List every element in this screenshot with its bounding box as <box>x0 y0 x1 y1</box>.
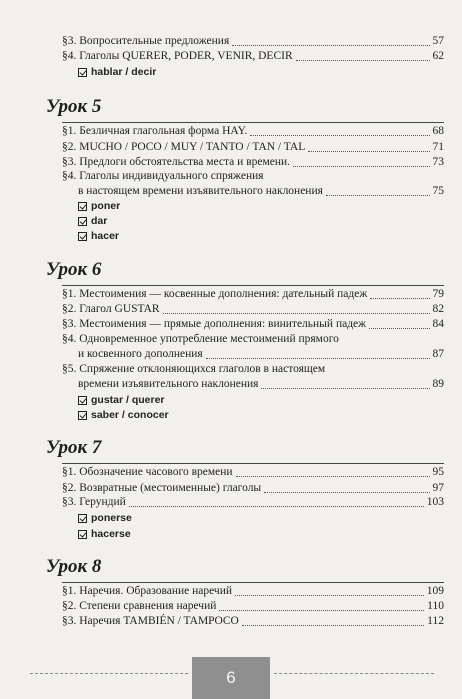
toc-entry-line1[interactable] <box>62 169 444 184</box>
leader-dots <box>369 328 429 329</box>
toc-entry[interactable] <box>62 155 444 170</box>
entry-text: времени изъявительного наклонения <box>78 378 259 390</box>
entry-text: §3. Предлоги обстоятельства места и времени. <box>62 156 291 168</box>
footer-dashed-line <box>30 673 188 674</box>
vocab-subitem <box>78 214 107 228</box>
subitem-label: saber / conocer <box>91 409 169 421</box>
entry-page: 62 <box>432 50 444 62</box>
entry-text: §2. Возвратные (местоименные) глаголы <box>62 482 262 494</box>
footer-dashed-line <box>274 673 434 674</box>
vocab-subitem <box>78 229 119 243</box>
entry-text: §1. Наречия. Образование наречий <box>62 585 233 597</box>
vocab-subitem <box>78 511 132 525</box>
entry-text: §4. Глаголы QUERER, PODER, VENIR, DECIR <box>62 50 293 62</box>
lesson-title: Урок 8 <box>46 556 102 577</box>
entry-page: 75 <box>432 185 444 197</box>
entry-text: §3. Наречия TAMBIÉN / TAMPOCO <box>62 615 239 627</box>
leader-dots <box>236 476 430 477</box>
toc-entry[interactable] <box>62 34 444 49</box>
entry-page: 95 <box>432 466 444 478</box>
entry-page: 112 <box>427 615 444 627</box>
entry-text: §3. Вопросительные предложения <box>62 35 230 47</box>
entry-text: §4. Глаголы индивидуального спряжения <box>62 170 264 182</box>
lesson-title: Урок 5 <box>46 96 102 117</box>
entry-text: §5. Спряжение отклоняющихся глаголов в настоящем <box>62 363 326 375</box>
toc-entry[interactable] <box>62 465 444 480</box>
leader-dots <box>370 298 429 299</box>
toc-entry[interactable] <box>62 481 444 496</box>
leader-dots <box>293 166 429 167</box>
entry-text: §2. Глагол GUSTAR <box>62 303 160 315</box>
entry-text: в настоящем времени изъявительного наклонения <box>78 185 323 197</box>
subitem-label: hablar / decir <box>91 66 157 78</box>
checkbox-icon <box>78 202 87 211</box>
entry-page: 87 <box>432 348 444 360</box>
toc-entry[interactable] <box>62 184 444 199</box>
subitem-label: ponerse <box>91 512 132 524</box>
leader-dots <box>242 625 424 626</box>
leader-dots <box>219 610 424 611</box>
leader-dots <box>264 492 429 493</box>
checkbox-icon <box>78 514 87 523</box>
subitem-label: hacerse <box>91 528 131 540</box>
checkbox-icon <box>78 217 87 226</box>
lesson-title: Урок 6 <box>46 259 102 280</box>
subitem-label: poner <box>91 200 121 212</box>
vocab-subitem <box>78 393 165 407</box>
subitem-label: dar <box>91 215 108 227</box>
entry-text: §3. Местоимения — прямые дополнения: винительный падеж <box>62 318 367 330</box>
entry-page: 84 <box>432 318 444 330</box>
toc-entry[interactable] <box>62 347 444 362</box>
leader-dots <box>261 388 429 389</box>
checkbox-icon <box>78 68 87 77</box>
entry-page: 57 <box>432 35 444 47</box>
toc-entry[interactable] <box>62 287 444 302</box>
checkbox-icon <box>78 411 87 420</box>
entry-text: §1. Обозначение часового времени <box>62 466 233 478</box>
leader-dots <box>326 195 430 196</box>
entry-page: 103 <box>426 496 444 508</box>
entry-page: 71 <box>432 141 444 153</box>
page-number: 6 <box>192 657 270 699</box>
section-rule <box>62 122 444 123</box>
toc-entry[interactable] <box>62 495 444 510</box>
section-rule <box>62 463 444 464</box>
toc-entry-line1[interactable] <box>62 332 444 347</box>
entry-page: 82 <box>432 303 444 315</box>
toc-entry[interactable] <box>62 614 444 629</box>
entry-page: 79 <box>432 288 444 300</box>
subitem-label: hacer <box>91 230 120 242</box>
entry-page: 89 <box>432 378 444 390</box>
leader-dots <box>308 151 429 152</box>
leader-dots <box>250 135 429 136</box>
leader-dots <box>129 506 424 507</box>
entry-page: 73 <box>432 156 444 168</box>
checkbox-icon <box>78 396 87 405</box>
entry-text: §1. Безличная глагольная форма HAY. <box>62 125 248 137</box>
toc-entry[interactable] <box>62 599 444 614</box>
lesson-title: Урок 7 <box>46 437 102 458</box>
leader-dots <box>296 60 430 61</box>
section-rule <box>62 285 444 286</box>
entry-page: 68 <box>432 125 444 137</box>
entry-text: §4. Одновременное употребление местоимений прямого <box>62 333 339 345</box>
vocab-subitem <box>78 65 156 79</box>
leader-dots <box>206 358 430 359</box>
vocab-subitem <box>78 199 120 213</box>
toc-entry[interactable] <box>62 49 444 64</box>
vocab-subitem <box>78 527 131 541</box>
toc-entry-line1[interactable] <box>62 362 444 377</box>
toc-entry[interactable] <box>62 317 444 332</box>
entry-page: 97 <box>432 482 444 494</box>
toc-entry[interactable] <box>62 302 444 317</box>
entry-text: §1. Местоимения — косвенные дополнения: дательный падеж <box>62 288 368 300</box>
toc-entry[interactable] <box>62 124 444 139</box>
entry-page: 110 <box>427 600 444 612</box>
section-rule <box>62 582 444 583</box>
entry-page: 109 <box>426 585 444 597</box>
checkbox-icon <box>78 530 87 539</box>
entry-text: и косвенного дополнения <box>78 348 203 360</box>
leader-dots <box>235 595 424 596</box>
toc-entry[interactable] <box>62 584 444 599</box>
entry-text: §2. Степени сравнения наречий <box>62 600 217 612</box>
toc-entry[interactable] <box>62 377 444 392</box>
vocab-subitem <box>78 408 169 422</box>
checkbox-icon <box>78 232 87 241</box>
subitem-label: gustar / querer <box>91 394 165 406</box>
leader-dots <box>163 313 430 314</box>
leader-dots <box>232 45 429 46</box>
entry-text: §3. Герундий <box>62 496 126 508</box>
toc-entry[interactable] <box>62 140 444 155</box>
entry-text: §2. MUCHO / POCO / MUY / TANTO / TAN / TAL <box>62 141 306 153</box>
